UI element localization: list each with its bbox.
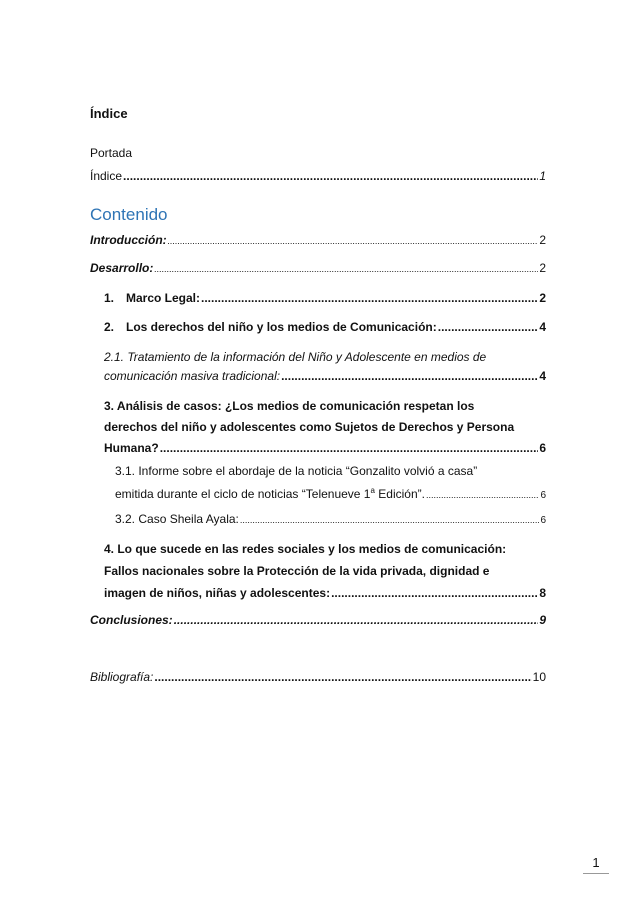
toc-label: imagen de niños, niñas y adolescentes: (104, 586, 331, 600)
portada-link[interactable]: Portada (90, 146, 133, 160)
toc-page: 1 (539, 169, 546, 183)
toc-page: 10 (532, 670, 546, 684)
dot-leader (154, 262, 538, 276)
toc-page: 6 (540, 515, 546, 526)
page-number: 1 (583, 855, 609, 874)
toc-page: 6 (540, 490, 546, 501)
toc-entry-derechos[interactable] (104, 320, 546, 334)
toc-page: 4 (539, 320, 546, 334)
toc-label: Bibliografía: (90, 670, 154, 684)
toc-label: comunicación masiva tradicional: (104, 369, 281, 383)
toc-page: 4 (539, 369, 546, 383)
dot-leader (331, 586, 538, 600)
toc-label: 1. Marco Legal: (104, 291, 201, 305)
toc-entry-desarrollo[interactable] (90, 261, 546, 276)
toc-entry-tratamiento[interactable] (104, 369, 546, 383)
toc-label: emitida durante el ciclo de noticias “Telenueve 1$^a$ Edición”. (115, 486, 425, 501)
toc-entry-analisis-line1[interactable]: 3. Análisis de casos: ¿Los medios de comunicación respetan los (104, 399, 475, 413)
toc-label: 3.2. Caso Sheila Ayala: (115, 512, 239, 526)
toc-label: Conclusiones: (90, 613, 173, 627)
toc-entry-introduccion[interactable] (90, 233, 546, 248)
toc-entry-conclusiones[interactable] (90, 613, 546, 627)
dot-leader (160, 441, 539, 455)
toc-entry-bibliografia[interactable] (90, 670, 546, 684)
dot-leader (154, 670, 531, 684)
toc-label: Introducción: (90, 233, 167, 247)
dot-leader (201, 291, 538, 305)
toc-page: 2 (539, 233, 546, 247)
toc-page: 9 (539, 613, 546, 627)
toc-entry-analisis[interactable] (104, 441, 546, 455)
toc-label: Índice (90, 169, 123, 183)
toc-entry-indice[interactable] (90, 169, 546, 183)
dot-leader (281, 369, 538, 383)
toc-entry-analisis-line2[interactable]: derechos del niño y adolescentes como Sujetos de Derechos y Persona (104, 420, 515, 434)
toc-label: 2. Los derechos del niño y los medios de Comunicación: (104, 320, 437, 334)
dot-leader (240, 513, 540, 527)
toc-entry-redes-line1[interactable]: 4. Lo que sucede en las redes sociales y los medios de comunicación: (104, 542, 507, 556)
toc-label: Desarrollo: (90, 261, 154, 275)
toc-page: 8 (539, 586, 546, 600)
dot-leader (426, 488, 539, 502)
dot-leader (168, 234, 539, 248)
toc-entry-informe[interactable] (115, 487, 546, 503)
toc-entry-informe-line1[interactable]: 3.1. Informe sobre el abordaje de la noticia “Gonzalito volvió a casa” (115, 464, 478, 478)
contenido-heading: Contenido (90, 205, 168, 224)
toc-entry-redes-line2[interactable]: Fallos nacionales sobre la Protección de la vida privada, dignidad e (104, 564, 490, 578)
dot-leader (123, 169, 538, 183)
toc-page: 2 (539, 261, 546, 275)
toc-entry-redes[interactable] (104, 586, 546, 600)
dot-leader (438, 320, 539, 334)
toc-entry-sheila[interactable] (115, 512, 546, 528)
dot-leader (174, 613, 539, 627)
index-title: Índice (90, 106, 128, 121)
toc-label: Humana? (104, 441, 159, 455)
toc-entry-tratamiento-line1[interactable]: 2.1. Tratamiento de la información del Niño y Adolescente en medios de (104, 350, 487, 364)
toc-page: 2 (539, 291, 546, 305)
toc-page: 6 (539, 441, 546, 455)
toc-entry-marco-legal[interactable] (104, 291, 546, 305)
